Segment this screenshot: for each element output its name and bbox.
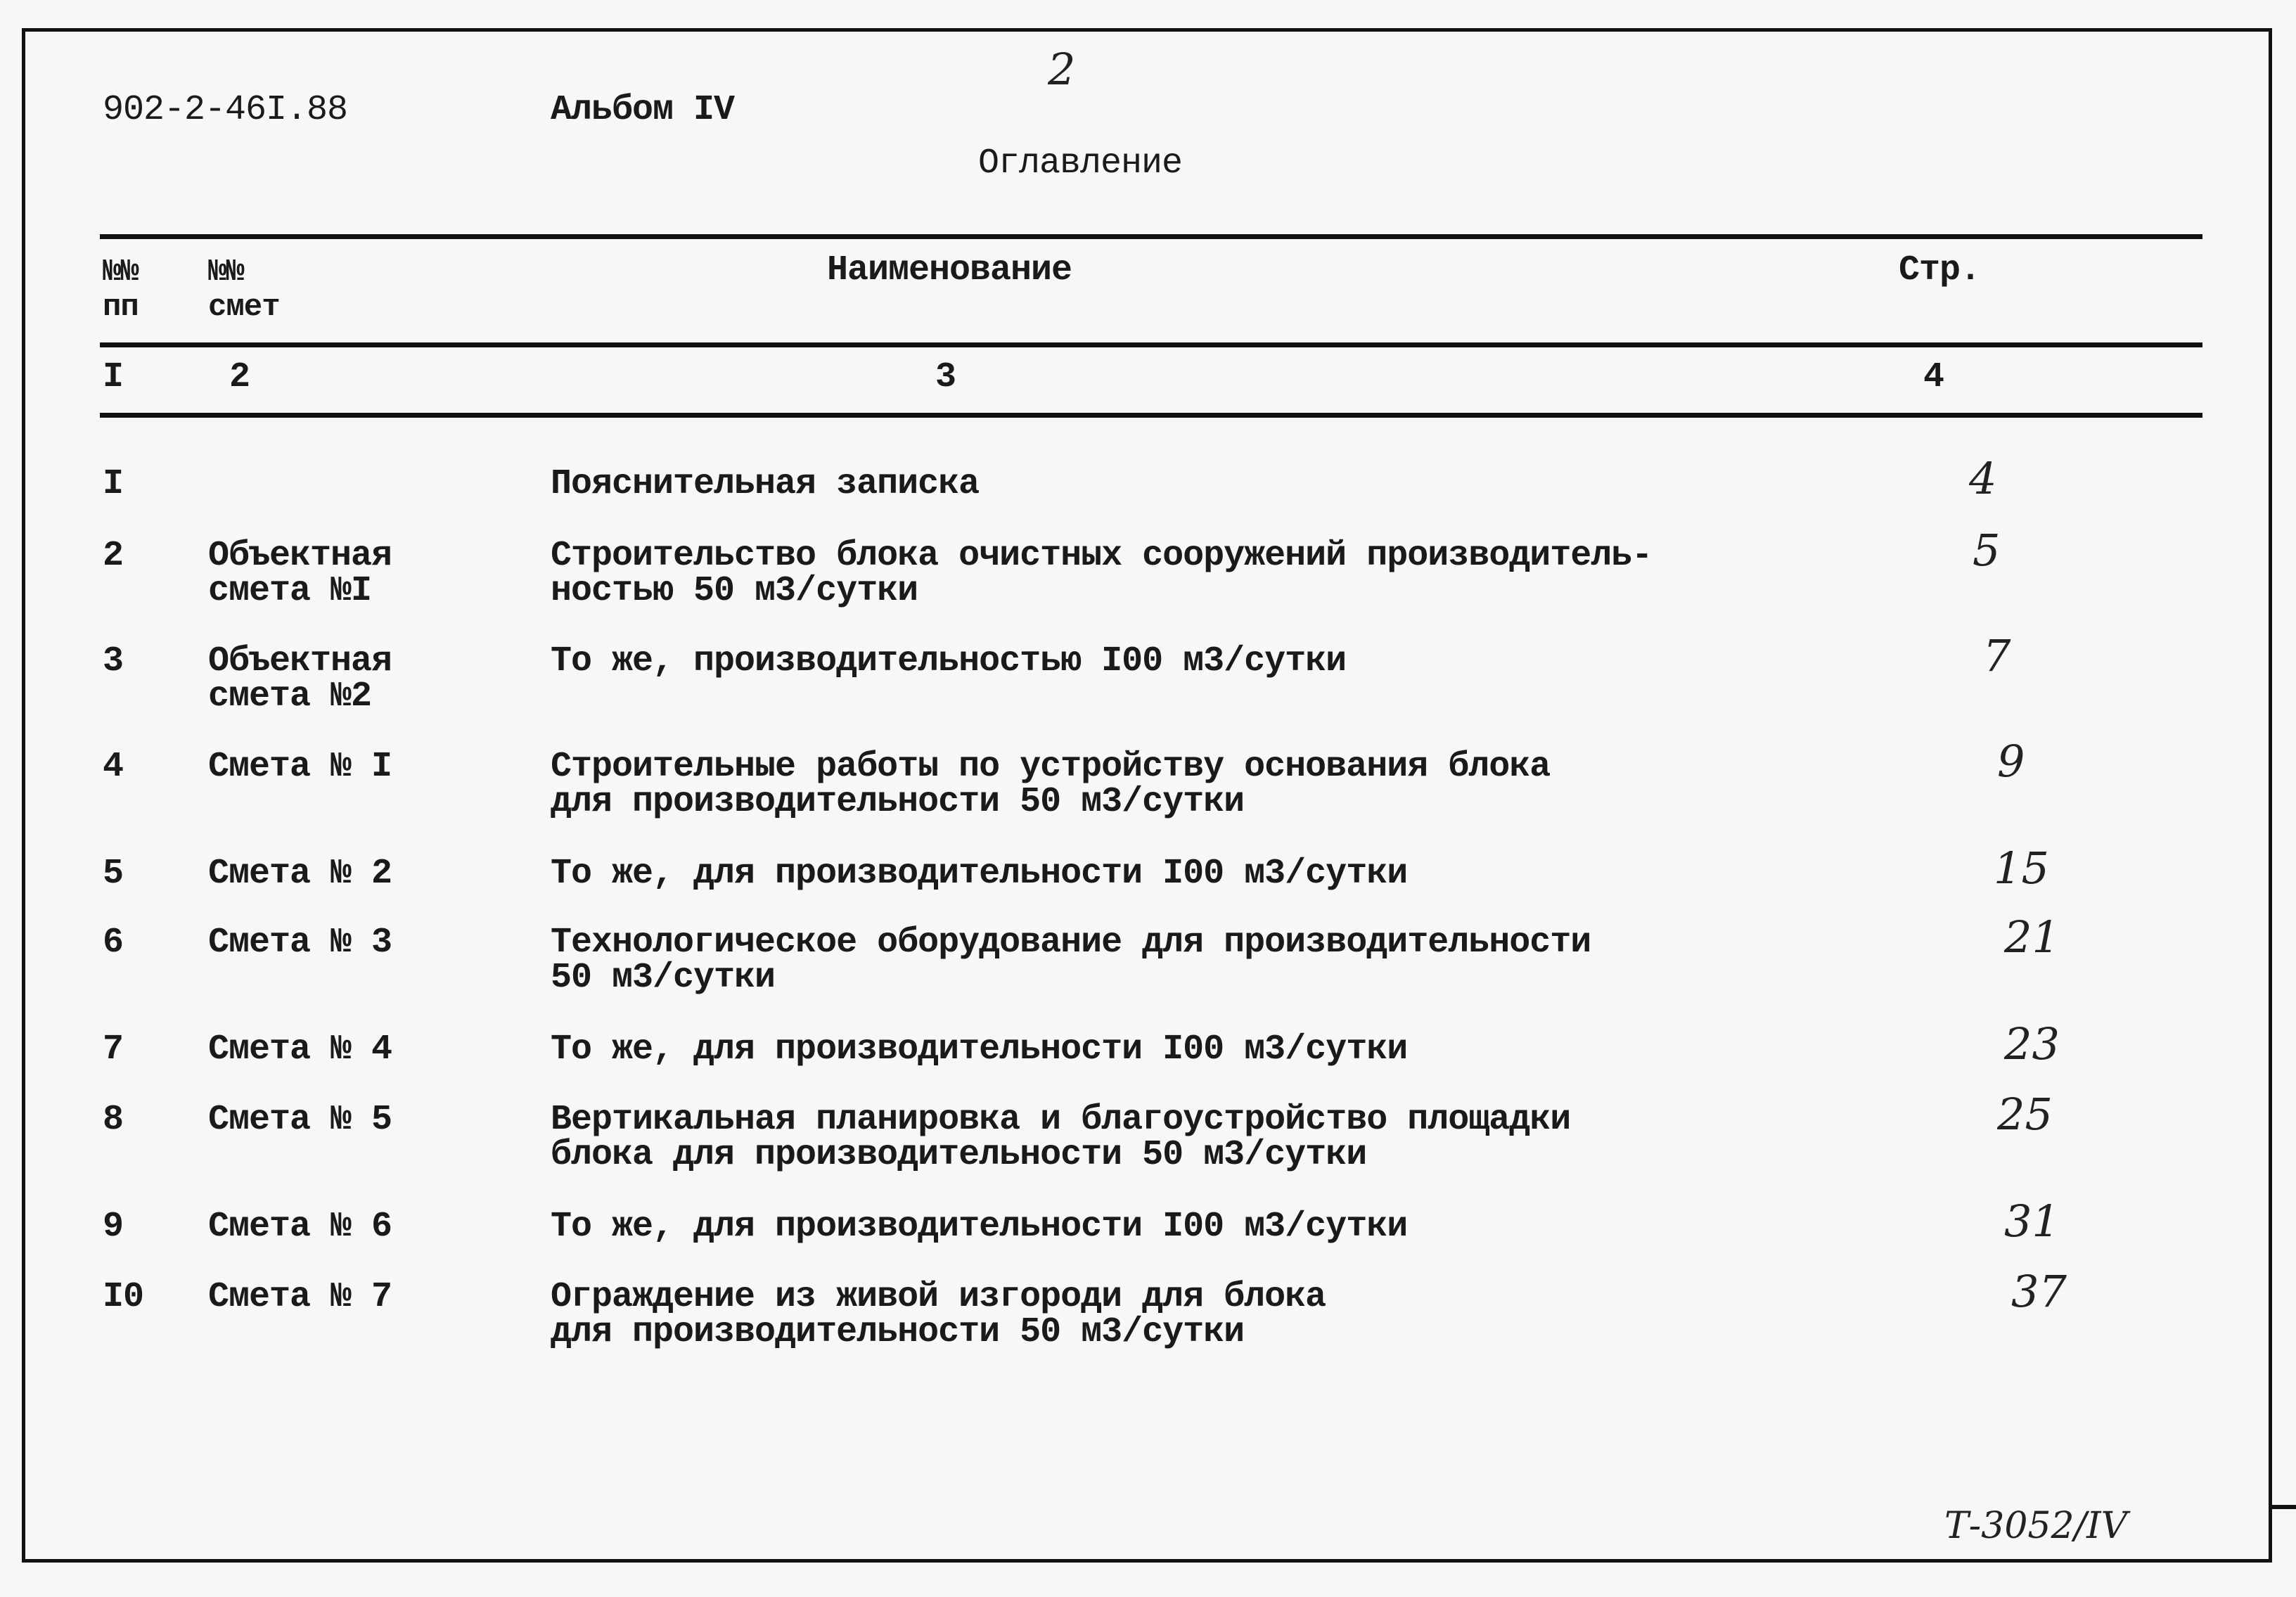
row-smeta: Смета № 2 bbox=[208, 854, 392, 894]
row-name: Строительные работы по устройству основания блока для производительности 50 м3/сутки bbox=[551, 747, 1551, 822]
row-number: 6 bbox=[103, 923, 124, 963]
row-page: 31 bbox=[2004, 1195, 2060, 1247]
row-number: 9 bbox=[103, 1207, 124, 1247]
row-smeta: Смета № 5 bbox=[208, 1100, 392, 1140]
row-number: I bbox=[103, 464, 124, 504]
frame-tick bbox=[2272, 1505, 2296, 1509]
col-number-4: 4 bbox=[1923, 357, 1944, 397]
row-name: Строительство блока очистных сооружений производитель- ностью 50 м3/сутки bbox=[551, 536, 1653, 611]
stamp-number: Т-3052/IV bbox=[1944, 1505, 2128, 1547]
row-smeta: Смета № 4 bbox=[208, 1030, 392, 1070]
row-smeta: Смета № 6 bbox=[208, 1207, 392, 1247]
row-page: 4 bbox=[1969, 453, 1997, 504]
row-number: 2 bbox=[103, 536, 124, 576]
row-number: 3 bbox=[103, 641, 124, 681]
row-number: 7 bbox=[103, 1030, 124, 1070]
col-header-nn: №№ пп bbox=[103, 255, 139, 325]
row-number: 8 bbox=[103, 1100, 124, 1140]
col-header-smeta: №№ смет bbox=[208, 255, 280, 325]
document-code: 902-2-46I.88 bbox=[103, 90, 348, 130]
row-page: 9 bbox=[1997, 736, 2025, 787]
row-name: Пояснительная записка bbox=[551, 464, 980, 504]
col-number-3: 3 bbox=[935, 357, 956, 397]
header-rule-bottom bbox=[100, 413, 2202, 418]
row-name: То же, производительностью I00 м3/сутки bbox=[551, 641, 1347, 681]
col-header-page: Стр. bbox=[1899, 250, 1981, 290]
row-page: 7 bbox=[1983, 630, 2011, 681]
row-name: Ограждение из живой изгороди для блока для производительности 50 м3/сутки bbox=[551, 1277, 1326, 1352]
row-smeta: Объектная смета №I bbox=[208, 536, 392, 611]
row-page: 5 bbox=[1973, 525, 2001, 576]
row-page: 25 bbox=[1997, 1089, 2053, 1140]
row-page: 15 bbox=[1994, 842, 2049, 894]
col-number-2: 2 bbox=[229, 357, 250, 397]
row-name: То же, для производительности I00 м3/сутки bbox=[551, 1030, 1408, 1070]
row-name: Технологическое оборудование для производительности 50 м3/сутки bbox=[551, 923, 1591, 998]
row-page: 23 bbox=[2004, 1018, 2060, 1070]
row-smeta: Смета № 3 bbox=[208, 923, 392, 963]
header-rule-top bbox=[100, 234, 2202, 239]
row-number: 5 bbox=[103, 854, 124, 894]
row-name: Вертикальная планировка и благоустройство площадки блока для производительности 50 м3/сутки bbox=[551, 1100, 1571, 1175]
row-name: То же, для производительности I00 м3/сутки bbox=[551, 854, 1408, 894]
sheet-number: 2 bbox=[1048, 44, 1076, 95]
header-rule-mid bbox=[100, 342, 2202, 347]
col-number-1: I bbox=[103, 357, 124, 397]
row-number: I0 bbox=[103, 1277, 144, 1317]
row-name: То же, для производительности I00 м3/сутки bbox=[551, 1207, 1408, 1247]
col-header-name: Наименование bbox=[827, 250, 1072, 290]
row-smeta: Смета № I bbox=[208, 747, 392, 787]
page-title: Оглавление bbox=[978, 143, 1183, 184]
row-page: 21 bbox=[2004, 911, 2060, 963]
row-page: 37 bbox=[2011, 1266, 2067, 1317]
row-smeta: Смета № 7 bbox=[208, 1277, 392, 1317]
row-smeta: Объектная смета №2 bbox=[208, 641, 392, 717]
row-number: 4 bbox=[103, 747, 124, 787]
album-label: Альбом IV bbox=[551, 90, 735, 130]
